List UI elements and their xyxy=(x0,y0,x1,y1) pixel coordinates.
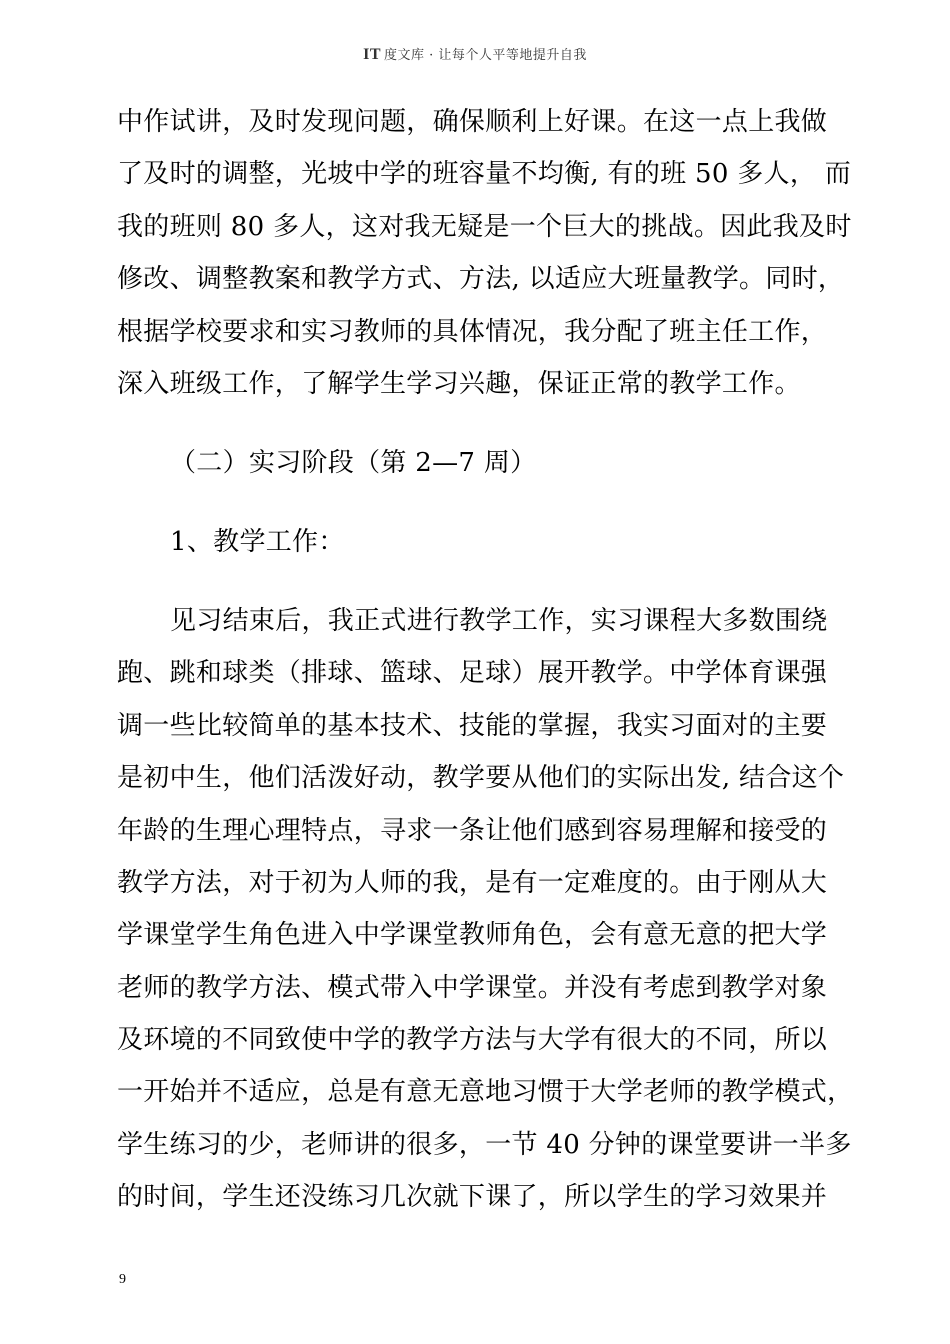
paragraph-line: 老师的教学方法、模式带入中学课堂。并没有考虑到教学对象 xyxy=(117,972,828,1003)
paragraph-line: 跑、跳和球类（排球、篮球、足球）展开教学。中学体育课强 xyxy=(117,658,828,689)
sub-heading: 1、教学工作： xyxy=(170,526,345,557)
paragraph-line: 见习结束后，我正式进行教学工作，实习课程大多数围绕 xyxy=(170,605,828,636)
page-header xyxy=(0,44,950,64)
header-tagline: 度文库 · 让每个人平等地提升自我 xyxy=(384,48,587,63)
body-line: 深入班级工作，了解学生学习兴趣，保证正常的教学工作。 xyxy=(117,368,801,399)
body-line: 根据学校要求和实习教师的具体情况，我分配了班主任工作， xyxy=(117,316,828,347)
paragraph-line: 及环境的不同致使中学的教学方法与大学有很大的不同，所以 xyxy=(117,1025,828,1056)
paragraph-line: 年龄的生理心理特点，寻求一条让他们感到容易理解和接受的 xyxy=(117,815,828,846)
page-number: 9 xyxy=(119,1272,126,1287)
header-brand-logo: IT xyxy=(363,46,381,63)
paragraph-line: 学课堂学生角色进入中学课堂教师角色，会有意无意的把大学 xyxy=(117,920,828,951)
document-body xyxy=(117,96,854,1224)
body-line: 了及时的调整，光坡中学的班容量不均衡, 有的班 50 多人， 而 xyxy=(117,159,852,190)
paragraph-line: 的时间，学生还没练习几次就下课了，所以学生的学习效果并 xyxy=(117,1182,828,1213)
paragraph-line: 教学方法，对于初为人师的我，是有一定难度的。由于刚从大 xyxy=(117,867,828,898)
body-line: 我的班则 80 多人，这对我无疑是一个巨大的挑战。因此我及时 xyxy=(117,211,852,242)
paragraph-line: 调一些比较简单的基本技术、技能的掌握，我实习面对的主要 xyxy=(117,710,828,741)
paragraph-line: 学生练习的少，老师讲的很多，一节 40 分钟的课堂要讲一半多 xyxy=(117,1129,852,1160)
body-line: 中作试讲，及时发现问题，确保顺利上好课。在这一点上我做 xyxy=(117,107,828,137)
body-line: 修改、调整教案和教学方式、方法, 以适应大班量教学。同时， xyxy=(117,264,845,295)
section-heading: （二）实习阶段（第 2—7 周） xyxy=(170,447,537,478)
paragraph-line: 一开始并不适应，总是有意无意地习惯于大学老师的教学模式， xyxy=(117,1077,854,1108)
paragraph-line: 是初中生，他们活泼好动，教学要从他们的实际出发, 结合这个 xyxy=(117,763,845,794)
